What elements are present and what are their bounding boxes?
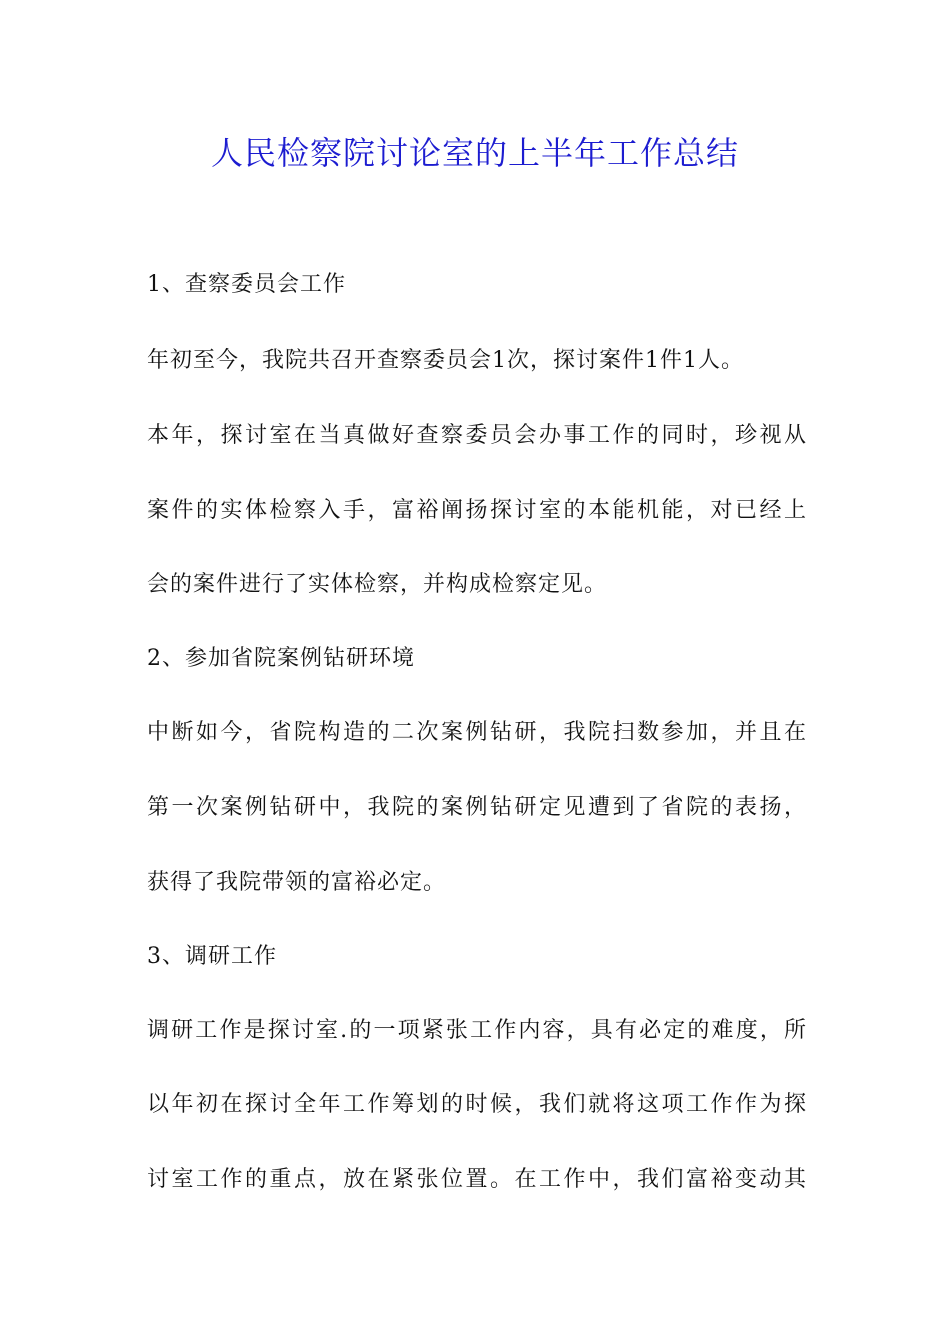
paragraph-line: 中断如今，省院构造的二次案例钻研，我院扫数参加，并且在 [147, 720, 807, 745]
paragraph-line: 案件的实体检察入手，富裕阐扬探讨室的本能机能，对已经上 [147, 498, 807, 523]
paragraph-line: 讨室工作的重点，放在紧张位置。在工作中，我们富裕变动其 [147, 1167, 807, 1192]
paragraph-line: 年初至今，我院共召开查察委员会1次，探讨案件1件1人。 [147, 348, 744, 373]
paragraph-line: 本年，探讨室在当真做好查察委员会办事工作的同时，珍视从 [147, 423, 807, 448]
paragraph-line: 调研工作是探讨室.的一项紧张工作内容，具有必定的难度，所 [147, 1018, 807, 1043]
paragraph-line: 获得了我院带领的富裕必定。 [147, 870, 447, 895]
paragraph-line: 会的案件进行了实体检察，并构成检察定见。 [147, 572, 608, 597]
section-heading-3: 3、调研工作 [147, 944, 277, 969]
paragraph-line: 第一次案例钻研中，我院的案例钻研定见遭到了省院的表扬， [147, 795, 807, 820]
paragraph-line: 以年初在探讨全年工作筹划的时候，我们就将这项工作作为探 [147, 1092, 807, 1117]
section-heading-2: 2、参加省院案例钻研环境 [147, 646, 415, 671]
section-heading-1: 1、查察委员会工作 [147, 272, 346, 297]
document-title: 人民检察院讨论室的上半年工作总结 [210, 134, 739, 172]
